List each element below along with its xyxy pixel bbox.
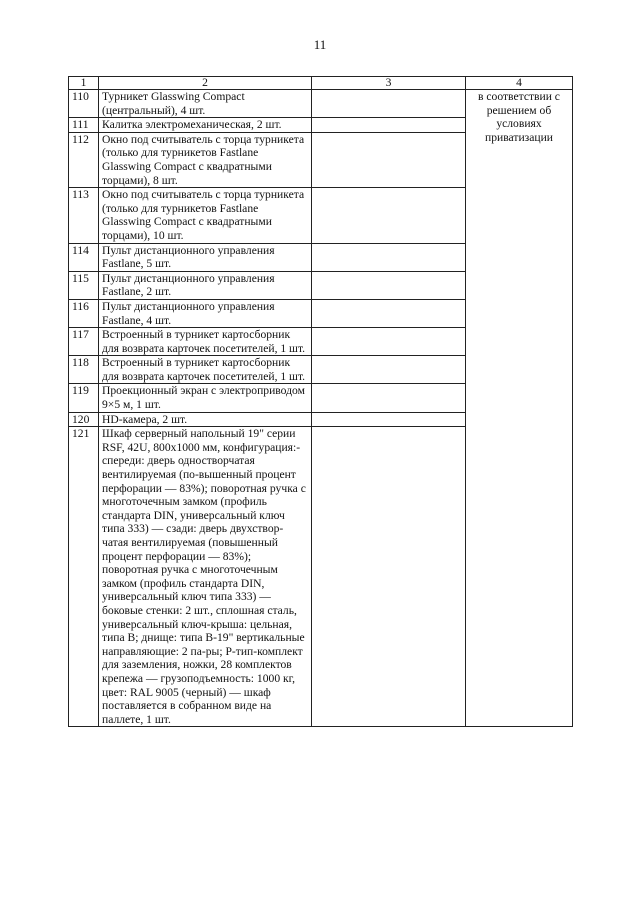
row-col3-empty (312, 412, 466, 427)
row-number: 112 (69, 132, 99, 187)
table-row (69, 90, 573, 118)
row-description: Встроенный в турникет картосборник для возврата карточек посетителей, 1 шт. (99, 356, 312, 384)
row-number: 120 (69, 412, 99, 427)
row-col3-empty (312, 243, 466, 271)
row-description: Пульт дистанционного управления Fastlane, 4 шт. (99, 299, 312, 327)
row-col3-empty (312, 271, 466, 299)
row-col3-empty (312, 299, 466, 327)
row-col3-empty (312, 132, 466, 187)
row-description: Турникет Glasswing Compact (центральный), 4 шт. (99, 90, 312, 118)
row-description: Калитка электромеханическая, 2 шт. (99, 118, 312, 133)
row-description: Проекционный экран с электроприводом 9×5 м, 1 шт. (99, 384, 312, 412)
row-number: 113 (69, 188, 99, 243)
row-col3-empty (312, 427, 466, 727)
column-header-4: 4 (466, 77, 573, 90)
row-col3-empty (312, 188, 466, 243)
row-description: Пульт дистанционного управления Fastlane, 2 шт. (99, 271, 312, 299)
table-body (69, 90, 573, 727)
page-number: 11 (313, 37, 327, 52)
row-number: 110 (69, 90, 99, 118)
row-description: Окно под считыватель с торца турникета (только для турникетов Fastlane Glasswing Compact с квадратными торцами), 8 шт. (99, 132, 312, 187)
row-col3-empty (312, 90, 466, 118)
row-description: Шкаф серверный напольный 19" серии RSF, 42U, 800х1000 мм, конфигурация:-спереди: дверь одностворчатая вентилируемая (по-вышенный процент перфорации — 83%); поворотная ручка с многоточечным замком (профиль стандарта DIN, универсальный ключ типа 333) — сзади: дверь двухствор-чатая вентилируемая (повышенный процент перфорации — 83%); поворотная ручка с многоточечным замком (профиль стандарта DIN, универсальный ключ типа 333) — боковые стенки: 2 шт., сплошная сталь, универсальный ключ-крыша: цельная, типа В; днище: типа В-19" вертикальные направляющие: 2 па-ры; Р-тип-комплект для заземления, ножки, 28 комплектов крепежа — грузоподъемность: 1000 кг, цвет: RAL 9005 (черный) — шкаф поставляется в собранном виде на паллете, 1 шт. (99, 427, 312, 727)
inventory-table (68, 76, 573, 727)
row-number: 115 (69, 271, 99, 299)
row-number: 119 (69, 384, 99, 412)
row-description: Пульт дистанционного управления Fastlane, 5 шт. (99, 243, 312, 271)
row-col3-empty (312, 384, 466, 412)
row-col3-empty (312, 118, 466, 133)
row-description: Окно под считыватель с торца турникета (только для турникетов Fastlane Glasswing Compact с квадратными торцами), 10 шт. (99, 188, 312, 243)
row-col3-empty (312, 356, 466, 384)
table-header-row (69, 77, 573, 90)
row-number: 114 (69, 243, 99, 271)
row-number: 111 (69, 118, 99, 133)
row-number: 117 (69, 328, 99, 356)
row-number: 118 (69, 356, 99, 384)
column-header-2: 2 (99, 77, 312, 90)
column-header-3: 3 (312, 77, 466, 90)
privatization-note: в соответствии с решением об условиях приватизации (466, 90, 573, 727)
row-description: Встроенный в турникет картосборник для возврата карточек посетителей, 1 шт. (99, 328, 312, 356)
row-description: HD-камера, 2 шт. (99, 412, 312, 427)
column-header-1: 1 (69, 77, 99, 90)
row-number: 121 (69, 427, 99, 727)
row-col3-empty (312, 328, 466, 356)
row-number: 116 (69, 299, 99, 327)
